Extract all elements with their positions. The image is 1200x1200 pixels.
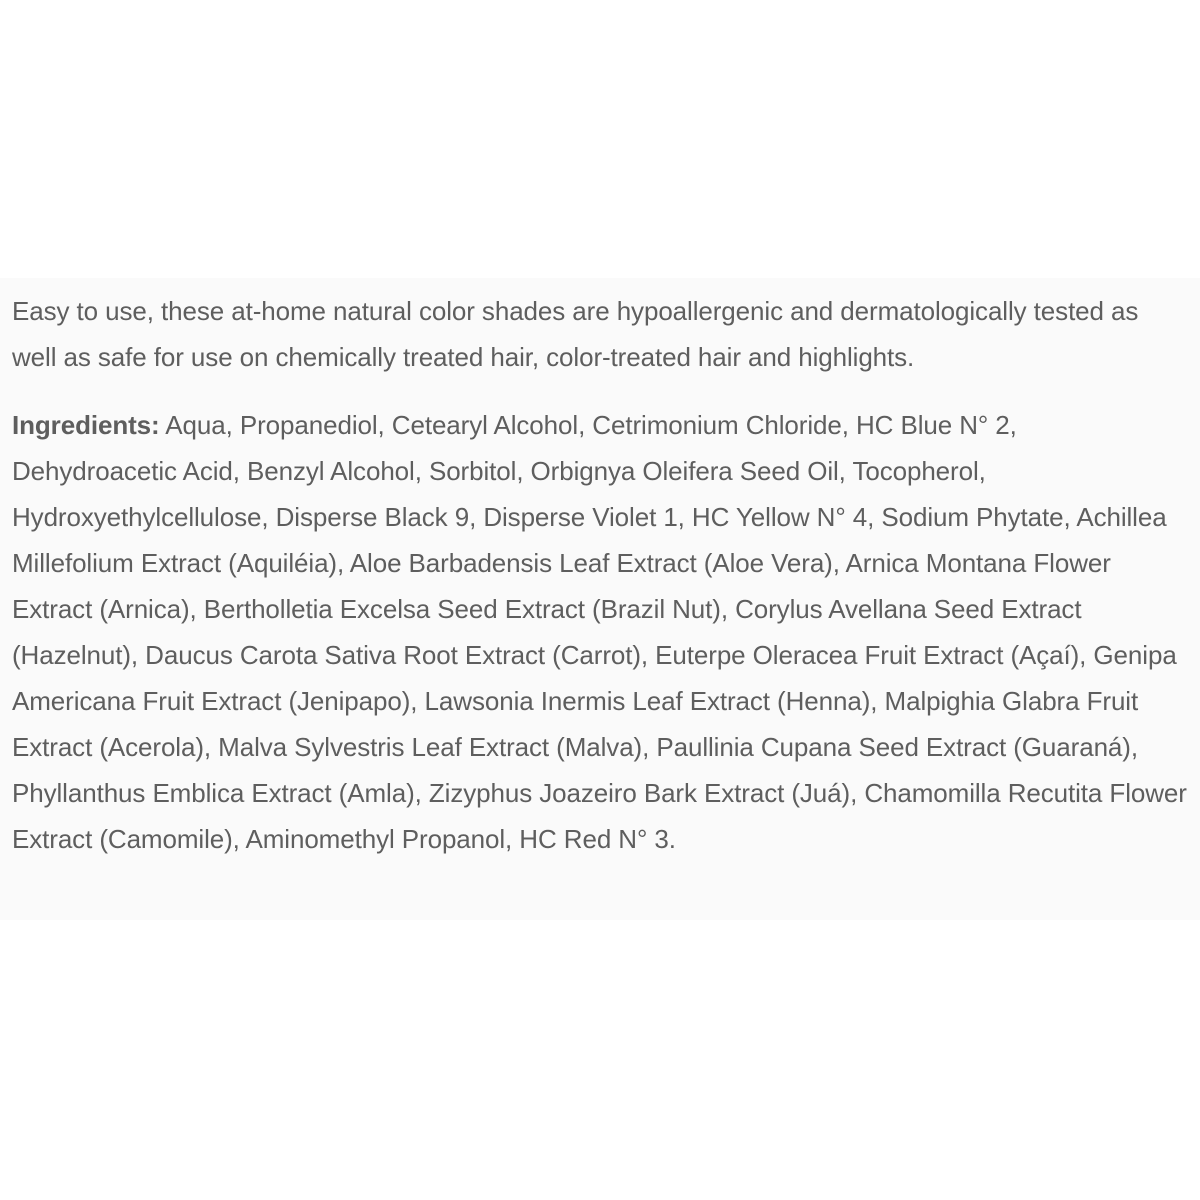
ingredients-label: Ingredients: bbox=[12, 410, 160, 440]
ingredients-paragraph bbox=[12, 402, 1188, 862]
ingredients-list: Aqua, Propanediol, Cetearyl Alcohol, Cetrimonium Chloride, HC Blue N° 2, Dehydroacetic Acid, Benzyl Alcohol, Sorbitol, Orbignya Oleifera Seed Oil, Tocopherol, Hydroxyethylcellulose, Disperse Black 9, Disperse Violet 1, HC Yellow N° 4, Sodium Phytate, Achillea Millefolium Extract (Aquiléia), Aloe Barbadensis Leaf Extract (Aloe Vera), Arnica Montana Flower Extract (Arnica), Bertholletia Excelsa Seed Extract (Brazil Nut), Corylus Avellana Seed Extract (Hazelnut), Daucus Carota Sativa Root Extract (Carrot), Euterpe Oleracea Fruit Extract (Açaí), Genipa Americana Fruit Extract (Jenipapo), Lawsonia Inermis Leaf Extract (Henna), Malpighia Glabra Fruit Extract (Acerola), Malva Sylvestris Leaf Extract (Malva), Paullinia Cupana Seed Extract (Guaraná), Phyllanthus Emblica Extract (Amla), Zizyphus Joazeiro Bark Extract (Juá), Chamomilla Recutita Flower Extract (Camomile), Aminomethyl Propanol, HC Red N° 3. bbox=[12, 410, 1187, 854]
product-info-panel bbox=[0, 278, 1200, 920]
product-description: Easy to use, these at-home natural color shades are hypoallergenic and dermatologically tested as well as safe for use on chemically treated hair, color-treated hair and highlights. bbox=[12, 296, 1139, 372]
